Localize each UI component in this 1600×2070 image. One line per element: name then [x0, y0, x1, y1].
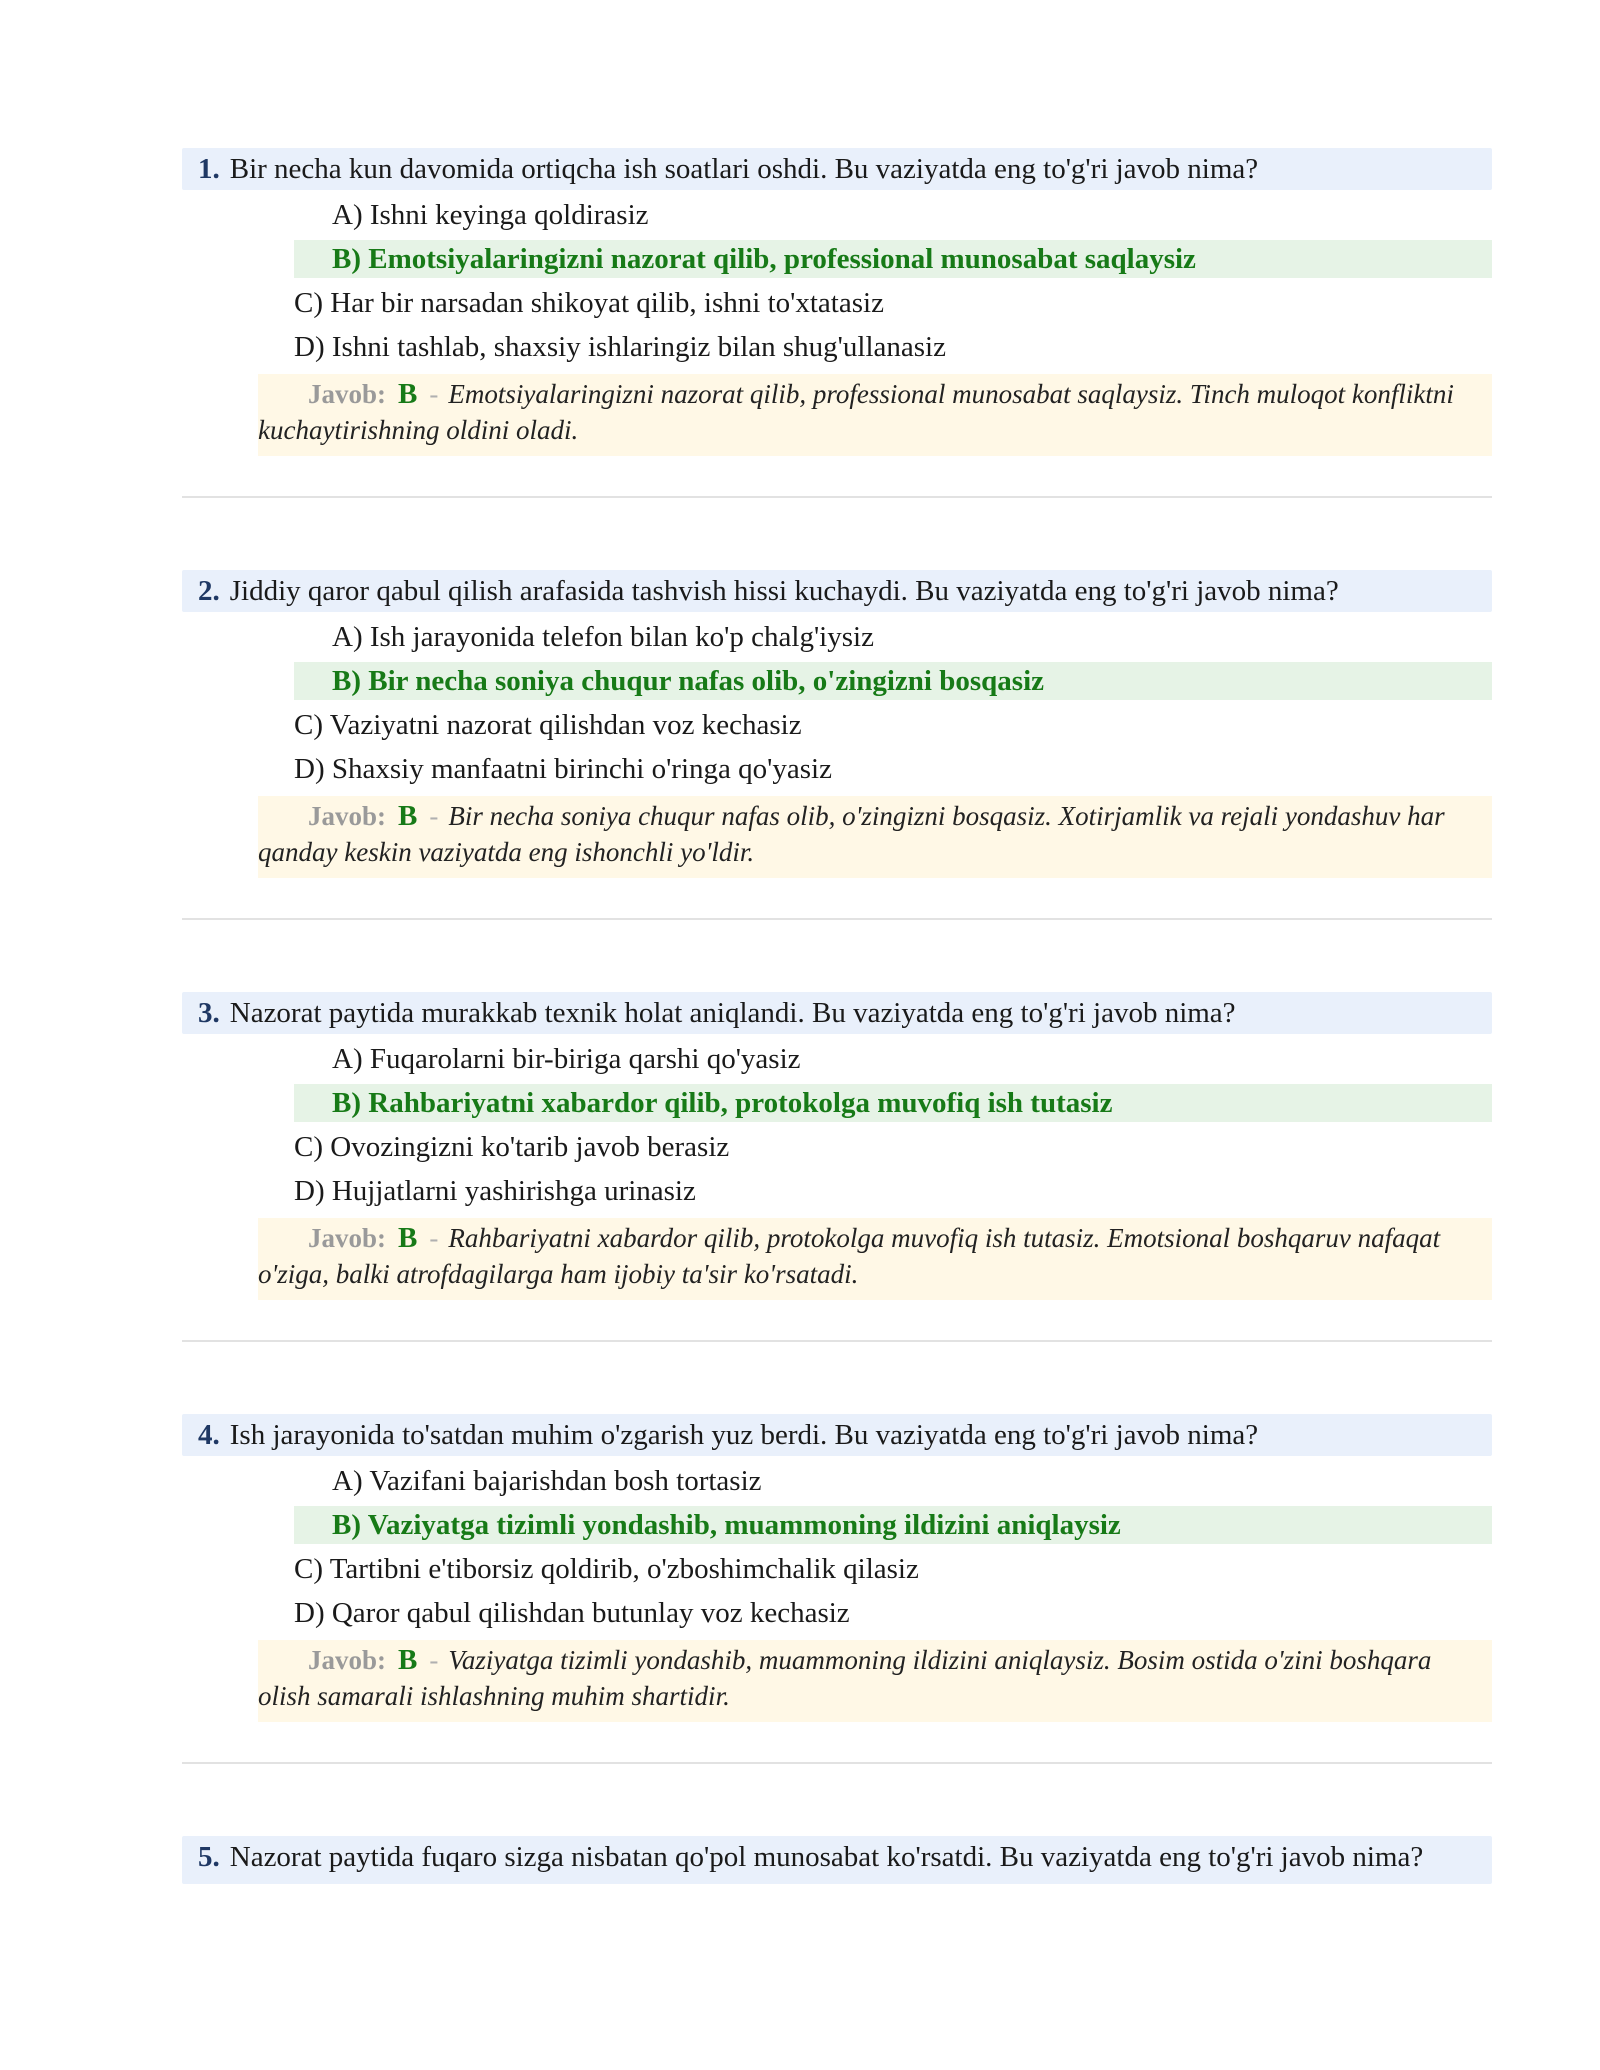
- answer-dash: -: [429, 1645, 439, 1675]
- answer-explanation: [258, 1218, 1492, 1300]
- option-a: A) Vazifani bajarishdan bosh tortasiz: [332, 1465, 762, 1497]
- answer-text: Vaziyatga tizimli yondashib, muammoning ildizini aniqlaysiz. Bosim ostida o'zini boshqara olish samarali ishlashning muhim shartidir.: [258, 1645, 1432, 1711]
- question-block-1: [182, 148, 1492, 456]
- answer-letter: B: [398, 800, 418, 832]
- answer-text: Bir necha soniya chuqur nafas olib, o'zingizni bosqasiz. Xotirjamlik va rejali yondashuv har qanday keskin vaziyatda eng ishonchli yo'ldir.: [258, 801, 1445, 867]
- answer-letter: B: [398, 378, 418, 410]
- option-c: C) Ovozingizni ko'tarib javob berasiz: [294, 1131, 730, 1163]
- option-a: A) Ishni keyinga qoldirasiz: [332, 199, 649, 231]
- option-b-correct: B) Bir necha soniya chuqur nafas olib, o'zingizni bosqasiz: [294, 662, 1492, 700]
- answer-label: Javob:: [308, 801, 387, 831]
- question-block-5: [182, 1836, 1492, 1884]
- answer-text: Emotsiyalaringizni nazorat qilib, professional munosabat saqlaysiz. Tinch muloqot konfliktni kuchaytirishning oldini oladi.: [258, 379, 1454, 445]
- option-d: D) Hujjatlarni yashirishga urinasiz: [294, 1175, 696, 1207]
- answer-label: Javob:: [308, 1223, 387, 1253]
- question-text: [182, 570, 1492, 612]
- answer-dash: -: [429, 801, 439, 831]
- option-a: A) Ish jarayonida telefon bilan ko'p chalg'iysiz: [332, 621, 874, 653]
- answer-explanation: [258, 1640, 1492, 1722]
- option-d: D) Ishni tashlab, shaxsiy ishlaringiz bilan shug'ullanasiz: [294, 331, 946, 363]
- option-d: D) Shaxsiy manfaatni birinchi o'ringa qo'yasiz: [294, 753, 832, 785]
- option-b-correct: B) Rahbariyatni xabardor qilib, protokolga muvofiq ish tutasiz: [294, 1084, 1492, 1122]
- option-c: C) Vaziyatni nazorat qilishdan voz kechasiz: [294, 709, 802, 741]
- answer-dash: -: [429, 1223, 439, 1253]
- question-body: Ish jarayonida to'satdan muhim o'zgarish yuz berdi. Bu vaziyatda eng to'g'ri javob nima?: [229, 1419, 1259, 1451]
- divider: [182, 1340, 1492, 1342]
- question-number: 2.: [198, 575, 220, 607]
- question-block-2: [182, 570, 1492, 878]
- question-number: 3.: [198, 997, 220, 1029]
- option-a: A) Fuqarolarni bir-biriga qarshi qo'yasiz: [332, 1043, 801, 1075]
- question-body: Jiddiy qaror qabul qilish arafasida tashvish hissi kuchaydi. Bu vaziyatda eng to'g'ri javob nima?: [229, 575, 1339, 607]
- answer-letter: B: [398, 1644, 418, 1676]
- answer-dash: -: [429, 379, 439, 409]
- option-d: D) Qaror qabul qilishdan butunlay voz kechasiz: [294, 1597, 850, 1629]
- question-number: 1.: [198, 153, 220, 185]
- divider: [182, 496, 1492, 498]
- question-text: [182, 992, 1492, 1034]
- answer-explanation: [258, 796, 1492, 878]
- divider: [182, 1762, 1492, 1764]
- answer-letter: B: [398, 1222, 418, 1254]
- answer-label: Javob:: [308, 1645, 387, 1675]
- option-c: C) Tartibni e'tiborsiz qoldirib, o'zboshimchalik qilasiz: [294, 1553, 919, 1585]
- answer-label: Javob:: [308, 379, 387, 409]
- question-body: Nazorat paytida fuqaro sizga nisbatan qo'pol munosabat ko'rsatdi. Bu vaziyatda eng to'g'ri javob nima?: [229, 1841, 1424, 1873]
- question-block-4: [182, 1414, 1492, 1722]
- question-text: [182, 1836, 1492, 1884]
- question-number: 4.: [198, 1419, 220, 1451]
- question-body: Nazorat paytida murakkab texnik holat aniqlandi. Bu vaziyatda eng to'g'ri javob nima?: [229, 997, 1236, 1029]
- option-b-correct: B) Emotsiyalaringizni nazorat qilib, professional munosabat saqlaysiz: [294, 240, 1492, 278]
- question-body: Bir necha kun davomida ortiqcha ish soatlari oshdi. Bu vaziyatda eng to'g'ri javob nima?: [229, 153, 1259, 185]
- answer-text: Rahbariyatni xabardor qilib, protokolga muvofiq ish tutasiz. Emotsional boshqaruv nafaqat o'ziga, balki atrofdagilarga ham ijobiy ta'sir ko'rsatadi.: [258, 1223, 1441, 1289]
- option-c: C) Har bir narsadan shikoyat qilib, ishni to'xtatasiz: [294, 287, 884, 319]
- question-text: [182, 1414, 1492, 1456]
- question-number: 5.: [198, 1841, 220, 1873]
- divider: [182, 918, 1492, 920]
- question-text: [182, 148, 1492, 190]
- answer-explanation: [258, 374, 1492, 456]
- question-block-3: [182, 992, 1492, 1300]
- option-b-correct: B) Vaziyatga tizimli yondashib, muammoning ildizini aniqlaysiz: [294, 1506, 1492, 1544]
